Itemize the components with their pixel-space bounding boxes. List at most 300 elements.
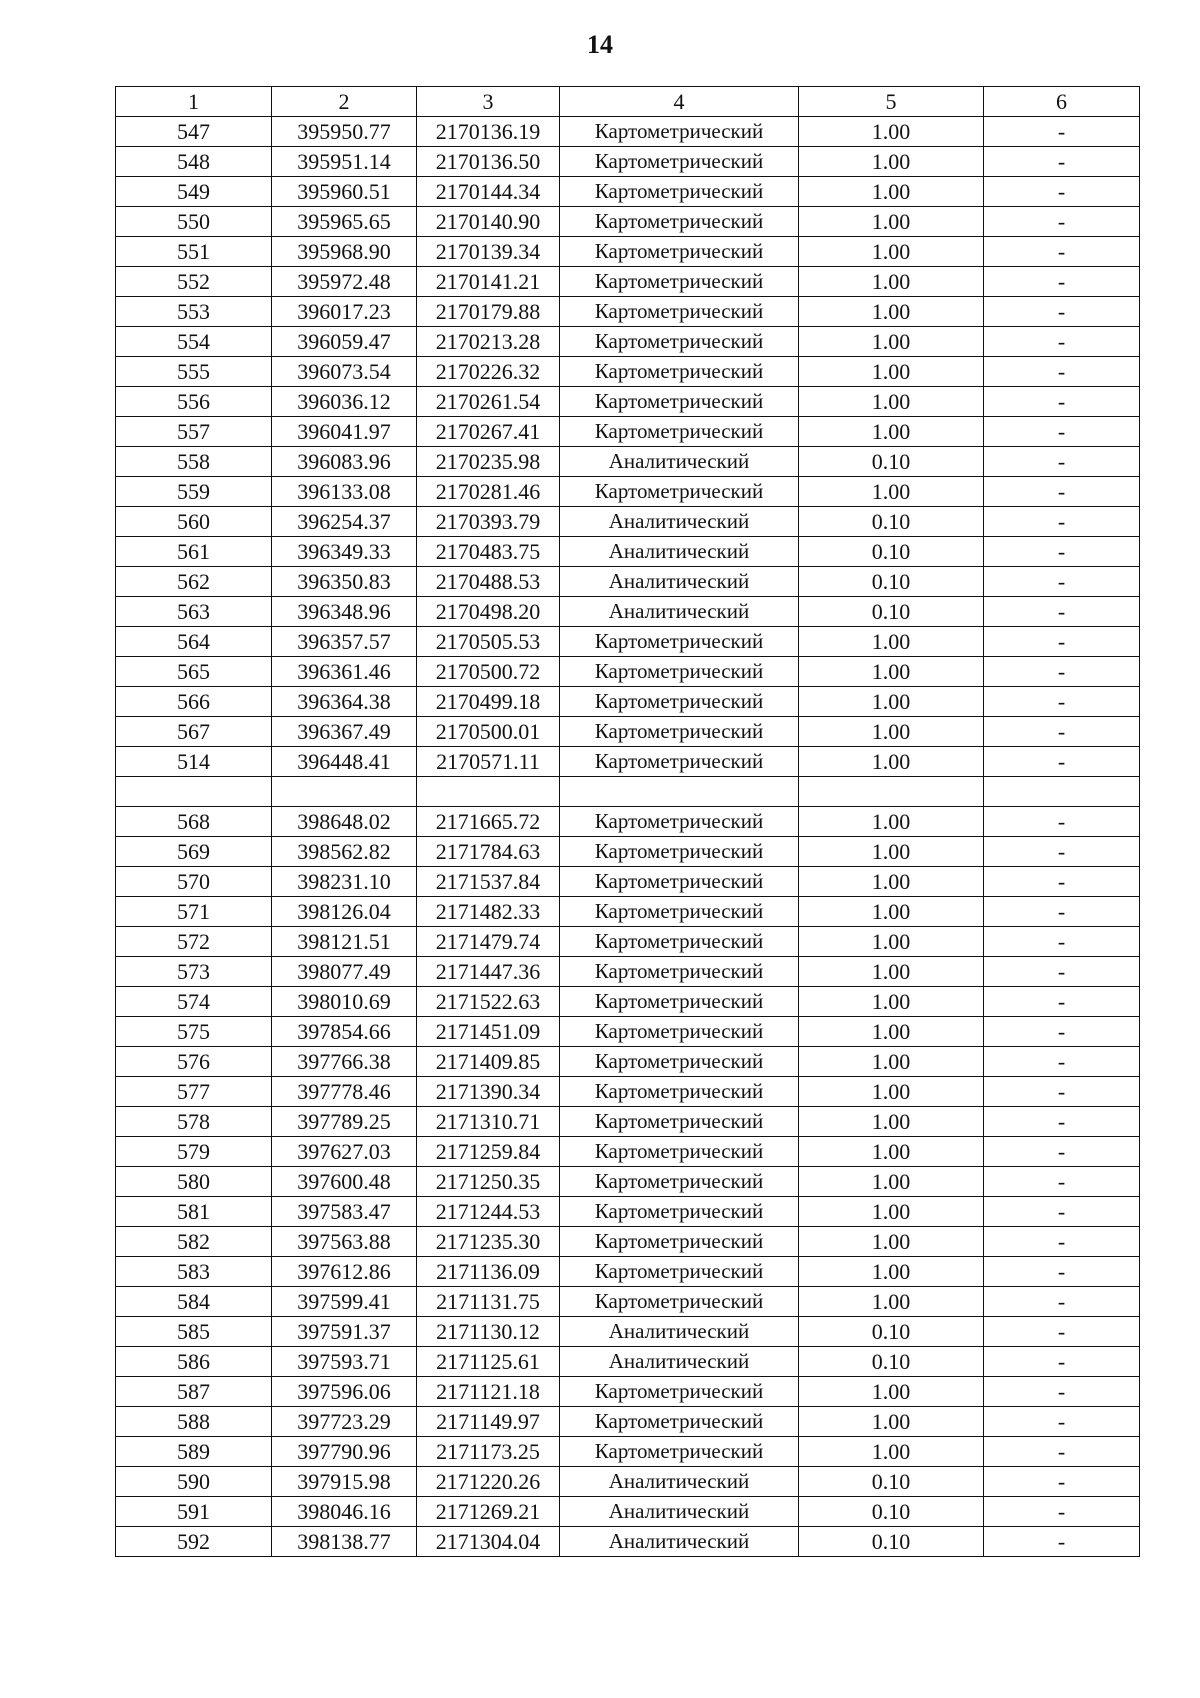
table-row [116,327,1140,357]
x-coordinate-cell: 395950.77 [272,117,417,147]
point-number-cell: 585 [116,1317,272,1347]
y-coordinate-cell: 2170505.53 [417,627,560,657]
note-cell: - [984,417,1140,447]
accuracy-cell: 1.00 [799,207,984,237]
note-cell: - [984,387,1140,417]
accuracy-cell: 1.00 [799,807,984,837]
point-number-cell: 573 [116,957,272,987]
accuracy-cell: 0.10 [799,1467,984,1497]
method-cell: Картометрический [560,1407,799,1437]
note-cell: - [984,1017,1140,1047]
x-coordinate-cell: 396133.08 [272,477,417,507]
point-number-cell: 584 [116,1287,272,1317]
accuracy-cell: 0.10 [799,537,984,567]
accuracy-cell: 1.00 [799,1167,984,1197]
y-coordinate-cell: 2170213.28 [417,327,560,357]
column-header-3: 3 [417,87,560,117]
note-cell: - [984,237,1140,267]
method-cell: Картометрический [560,987,799,1017]
column-header-2: 2 [272,87,417,117]
accuracy-cell: 1.00 [799,627,984,657]
method-cell: Картометрический [560,1167,799,1197]
method-cell: Картометрический [560,1017,799,1047]
table-row [116,507,1140,537]
table-row [116,1257,1140,1287]
y-coordinate-cell: 2170498.20 [417,597,560,627]
point-number-cell: 568 [116,807,272,837]
column-header-1: 1 [116,87,272,117]
method-cell: Картометрический [560,177,799,207]
x-coordinate-cell: 395972.48 [272,267,417,297]
table-row [116,717,1140,747]
table-row [116,1407,1140,1437]
note-cell: - [984,837,1140,867]
table-row [116,357,1140,387]
note-cell: - [984,1257,1140,1287]
note-cell: - [984,1497,1140,1527]
note-cell: - [984,507,1140,537]
table-row [116,1467,1140,1497]
accuracy-cell: 1.00 [799,117,984,147]
point-number-cell: 548 [116,147,272,177]
point-number-cell: 582 [116,1227,272,1257]
accuracy-cell: 1.00 [799,1197,984,1227]
method-cell: Аналитический [560,1497,799,1527]
note-cell: - [984,117,1140,147]
column-header-6: 6 [984,87,1140,117]
accuracy-cell: 1.00 [799,1227,984,1257]
method-cell: Картометрический [560,927,799,957]
x-coordinate-cell: 397599.41 [272,1287,417,1317]
accuracy-cell: 1.00 [799,1287,984,1317]
y-coordinate-cell: 2171125.61 [417,1347,560,1377]
method-cell: Картометрический [560,1137,799,1167]
method-cell: Картометрический [560,837,799,867]
point-number-cell: 590 [116,1467,272,1497]
note-cell: - [984,897,1140,927]
point-number-cell: 588 [116,1407,272,1437]
point-number-cell: 554 [116,327,272,357]
x-coordinate-cell: 397563.88 [272,1227,417,1257]
accuracy-cell: 1.00 [799,867,984,897]
note-cell [984,777,1140,807]
point-number-cell: 586 [116,1347,272,1377]
note-cell: - [984,807,1140,837]
point-number-cell: 556 [116,387,272,417]
table-row [116,267,1140,297]
x-coordinate-cell: 398562.82 [272,837,417,867]
note-cell: - [984,1107,1140,1137]
table-row [116,777,1140,807]
y-coordinate-cell: 2171304.04 [417,1527,560,1557]
x-coordinate-cell: 398138.77 [272,1527,417,1557]
method-cell: Картометрический [560,957,799,987]
method-cell: Картометрический [560,1107,799,1137]
table-row [116,1347,1140,1377]
y-coordinate-cell: 2171173.25 [417,1437,560,1467]
accuracy-cell: 1.00 [799,1137,984,1167]
method-cell: Картометрический [560,417,799,447]
y-coordinate-cell: 2171259.84 [417,1137,560,1167]
x-coordinate-cell: 396036.12 [272,387,417,417]
table-row [116,417,1140,447]
x-coordinate-cell: 396348.96 [272,597,417,627]
y-coordinate-cell: 2170136.50 [417,147,560,177]
accuracy-cell: 1.00 [799,1047,984,1077]
y-coordinate-cell: 2171537.84 [417,867,560,897]
x-coordinate-cell: 397766.38 [272,1047,417,1077]
method-cell: Картометрический [560,657,799,687]
y-coordinate-cell: 2170281.46 [417,477,560,507]
note-cell: - [984,1527,1140,1557]
method-cell: Картометрический [560,117,799,147]
y-coordinate-cell: 2171447.36 [417,957,560,987]
accuracy-cell: 1.00 [799,1077,984,1107]
table-row [116,687,1140,717]
point-number-cell [116,777,272,807]
point-number-cell: 575 [116,1017,272,1047]
accuracy-cell: 1.00 [799,477,984,507]
point-number-cell: 579 [116,1137,272,1167]
x-coordinate-cell: 397915.98 [272,1467,417,1497]
table-row [116,1377,1140,1407]
x-coordinate-cell: 397789.25 [272,1107,417,1137]
x-coordinate-cell: 396073.54 [272,357,417,387]
point-number-cell: 587 [116,1377,272,1407]
point-number-cell: 549 [116,177,272,207]
point-number-cell: 561 [116,537,272,567]
y-coordinate-cell: 2171149.97 [417,1407,560,1437]
point-number-cell: 592 [116,1527,272,1557]
y-coordinate-cell: 2171409.85 [417,1047,560,1077]
note-cell: - [984,1077,1140,1107]
accuracy-cell: 0.10 [799,1497,984,1527]
x-coordinate-cell: 397778.46 [272,1077,417,1107]
method-cell: Картометрический [560,297,799,327]
table-row [116,627,1140,657]
y-coordinate-cell: 2170226.32 [417,357,560,387]
page-number: 14 [587,30,613,59]
x-coordinate-cell: 397723.29 [272,1407,417,1437]
note-cell: - [984,987,1140,1017]
table-row [116,927,1140,957]
y-coordinate-cell: 2171244.53 [417,1197,560,1227]
method-cell: Аналитический [560,1527,799,1557]
table-row [116,1437,1140,1467]
point-number-cell: 569 [116,837,272,867]
y-coordinate-cell: 2171390.34 [417,1077,560,1107]
method-cell: Картометрический [560,687,799,717]
x-coordinate-cell: 396364.38 [272,687,417,717]
note-cell: - [984,867,1140,897]
x-coordinate-cell: 397596.06 [272,1377,417,1407]
point-number-cell: 551 [116,237,272,267]
method-cell: Картометрический [560,1287,799,1317]
accuracy-cell: 1.00 [799,927,984,957]
point-number-cell: 571 [116,897,272,927]
accuracy-cell: 1.00 [799,1407,984,1437]
table-row [116,1077,1140,1107]
table-row [116,1527,1140,1557]
table-row [116,207,1140,237]
method-cell: Картометрический [560,717,799,747]
method-cell: Картометрический [560,267,799,297]
table-row [116,867,1140,897]
method-cell: Картометрический [560,807,799,837]
table-row [116,1167,1140,1197]
method-cell: Картометрический [560,477,799,507]
method-cell: Аналитический [560,1347,799,1377]
x-coordinate-cell: 396254.37 [272,507,417,537]
point-number-cell: 547 [116,117,272,147]
method-cell: Картометрический [560,327,799,357]
point-number-cell: 581 [116,1197,272,1227]
table-row [116,1137,1140,1167]
point-number-cell: 578 [116,1107,272,1137]
note-cell: - [984,957,1140,987]
method-cell: Аналитический [560,447,799,477]
accuracy-cell: 1.00 [799,297,984,327]
header-row [116,87,1140,117]
method-cell: Картометрический [560,207,799,237]
note-cell: - [984,1317,1140,1347]
accuracy-cell: 1.00 [799,1257,984,1287]
table-body [116,117,1140,1557]
coordinates-table [115,86,1140,1557]
table-row [116,1287,1140,1317]
y-coordinate-cell: 2171269.21 [417,1497,560,1527]
y-coordinate-cell: 2171482.33 [417,897,560,927]
point-number-cell: 591 [116,1497,272,1527]
point-number-cell: 577 [116,1077,272,1107]
table-row [116,1107,1140,1137]
table-row [116,567,1140,597]
note-cell: - [984,1467,1140,1497]
method-cell: Картометрический [560,387,799,417]
table-row [116,237,1140,267]
point-number-cell: 566 [116,687,272,717]
accuracy-cell: 1.00 [799,957,984,987]
note-cell: - [984,627,1140,657]
accuracy-cell: 1.00 [799,987,984,1017]
x-coordinate-cell: 397612.86 [272,1257,417,1287]
table-row [116,1047,1140,1077]
x-coordinate-cell: 398121.51 [272,927,417,957]
table-row [116,1197,1140,1227]
y-coordinate-cell: 2170571.11 [417,747,560,777]
note-cell: - [984,1197,1140,1227]
point-number-cell: 572 [116,927,272,957]
accuracy-cell: 1.00 [799,147,984,177]
note-cell: - [984,1287,1140,1317]
point-number-cell: 555 [116,357,272,387]
table-row [116,177,1140,207]
accuracy-cell: 1.00 [799,327,984,357]
note-cell: - [984,1137,1140,1167]
point-number-cell: 550 [116,207,272,237]
accuracy-cell: 1.00 [799,717,984,747]
method-cell: Аналитический [560,1467,799,1497]
method-cell: Картометрический [560,867,799,897]
y-coordinate-cell: 2171310.71 [417,1107,560,1137]
note-cell: - [984,327,1140,357]
table-header [116,87,1140,117]
x-coordinate-cell: 396357.57 [272,627,417,657]
note-cell: - [984,597,1140,627]
method-cell: Картометрический [560,1077,799,1107]
method-cell: Картометрический [560,147,799,177]
note-cell: - [984,357,1140,387]
table-row [116,387,1140,417]
method-cell: Аналитический [560,597,799,627]
note-cell: - [984,1227,1140,1257]
accuracy-cell: 0.10 [799,507,984,537]
y-coordinate-cell: 2171522.63 [417,987,560,1017]
y-coordinate-cell: 2171479.74 [417,927,560,957]
note-cell: - [984,477,1140,507]
method-cell: Картометрический [560,1437,799,1467]
y-coordinate-cell: 2171220.26 [417,1467,560,1497]
column-header-5: 5 [799,87,984,117]
accuracy-cell: 1.00 [799,237,984,267]
table-row [116,447,1140,477]
y-coordinate-cell: 2170141.21 [417,267,560,297]
point-number-cell: 553 [116,297,272,327]
point-number-cell: 564 [116,627,272,657]
x-coordinate-cell: 397790.96 [272,1437,417,1467]
y-coordinate-cell: 2171130.12 [417,1317,560,1347]
note-cell: - [984,1407,1140,1437]
x-coordinate-cell: 395951.14 [272,147,417,177]
point-number-cell: 563 [116,597,272,627]
x-coordinate-cell: 397583.47 [272,1197,417,1227]
accuracy-cell: 1.00 [799,267,984,297]
note-cell: - [984,267,1140,297]
method-cell: Аналитический [560,1317,799,1347]
x-coordinate-cell: 395960.51 [272,177,417,207]
note-cell: - [984,687,1140,717]
accuracy-cell: 1.00 [799,1017,984,1047]
table-row [116,1317,1140,1347]
accuracy-cell [799,777,984,807]
x-coordinate-cell: 398077.49 [272,957,417,987]
x-coordinate-cell: 396349.33 [272,537,417,567]
y-coordinate-cell: 2170500.72 [417,657,560,687]
y-coordinate-cell: 2171784.63 [417,837,560,867]
method-cell: Аналитический [560,567,799,597]
note-cell: - [984,717,1140,747]
note-cell: - [984,747,1140,777]
x-coordinate-cell: 398046.16 [272,1497,417,1527]
x-coordinate-cell: 396367.49 [272,717,417,747]
accuracy-cell: 1.00 [799,1377,984,1407]
note-cell: - [984,207,1140,237]
accuracy-cell: 0.10 [799,1347,984,1377]
note-cell: - [984,1347,1140,1377]
note-cell: - [984,177,1140,207]
y-coordinate-cell: 2171235.30 [417,1227,560,1257]
point-number-cell: 562 [116,567,272,597]
x-coordinate-cell: 397627.03 [272,1137,417,1167]
accuracy-cell: 1.00 [799,417,984,447]
point-number-cell: 576 [116,1047,272,1077]
note-cell: - [984,447,1140,477]
y-coordinate-cell: 2171131.75 [417,1287,560,1317]
point-number-cell: 552 [116,267,272,297]
accuracy-cell: 0.10 [799,1317,984,1347]
method-cell: Картометрический [560,1197,799,1227]
note-cell: - [984,1437,1140,1467]
point-number-cell: 559 [116,477,272,507]
y-coordinate-cell: 2171250.35 [417,1167,560,1197]
y-coordinate-cell: 2170140.90 [417,207,560,237]
point-number-cell: 514 [116,747,272,777]
x-coordinate-cell: 398126.04 [272,897,417,927]
method-cell [560,777,799,807]
method-cell: Аналитический [560,537,799,567]
y-coordinate-cell: 2170261.54 [417,387,560,417]
table-row [116,297,1140,327]
accuracy-cell: 1.00 [799,1107,984,1137]
x-coordinate-cell: 395968.90 [272,237,417,267]
note-cell: - [984,927,1140,957]
table-row [116,987,1140,1017]
point-number-cell: 567 [116,717,272,747]
x-coordinate-cell: 397593.71 [272,1347,417,1377]
note-cell: - [984,1167,1140,1197]
x-coordinate-cell: 396017.23 [272,297,417,327]
x-coordinate-cell: 398231.10 [272,867,417,897]
table-row [116,1017,1140,1047]
point-number-cell: 589 [116,1437,272,1467]
table-row [116,807,1140,837]
y-coordinate-cell: 2170488.53 [417,567,560,597]
table-row [116,957,1140,987]
method-cell: Картометрический [560,627,799,657]
accuracy-cell: 1.00 [799,687,984,717]
table-row [116,837,1140,867]
x-coordinate-cell: 396059.47 [272,327,417,357]
accuracy-cell: 1.00 [799,1437,984,1467]
table-row [116,747,1140,777]
method-cell: Картометрический [560,1227,799,1257]
method-cell: Картометрический [560,1377,799,1407]
y-coordinate-cell: 2171136.09 [417,1257,560,1287]
accuracy-cell: 1.00 [799,747,984,777]
point-number-cell: 580 [116,1167,272,1197]
method-cell: Аналитический [560,507,799,537]
x-coordinate-cell: 396083.96 [272,447,417,477]
x-coordinate-cell: 396041.97 [272,417,417,447]
y-coordinate-cell: 2170235.98 [417,447,560,477]
note-cell: - [984,567,1140,597]
point-number-cell: 560 [116,507,272,537]
point-number-cell: 570 [116,867,272,897]
table-row [116,117,1140,147]
accuracy-cell: 1.00 [799,837,984,867]
x-coordinate-cell: 396350.83 [272,567,417,597]
y-coordinate-cell: 2170139.34 [417,237,560,267]
column-header-4: 4 [560,87,799,117]
y-coordinate-cell: 2170267.41 [417,417,560,447]
x-coordinate-cell: 395965.65 [272,207,417,237]
method-cell: Картометрический [560,1047,799,1077]
note-cell: - [984,1377,1140,1407]
accuracy-cell: 1.00 [799,387,984,417]
accuracy-cell: 1.00 [799,177,984,207]
note-cell: - [984,537,1140,567]
x-coordinate-cell: 398010.69 [272,987,417,1017]
